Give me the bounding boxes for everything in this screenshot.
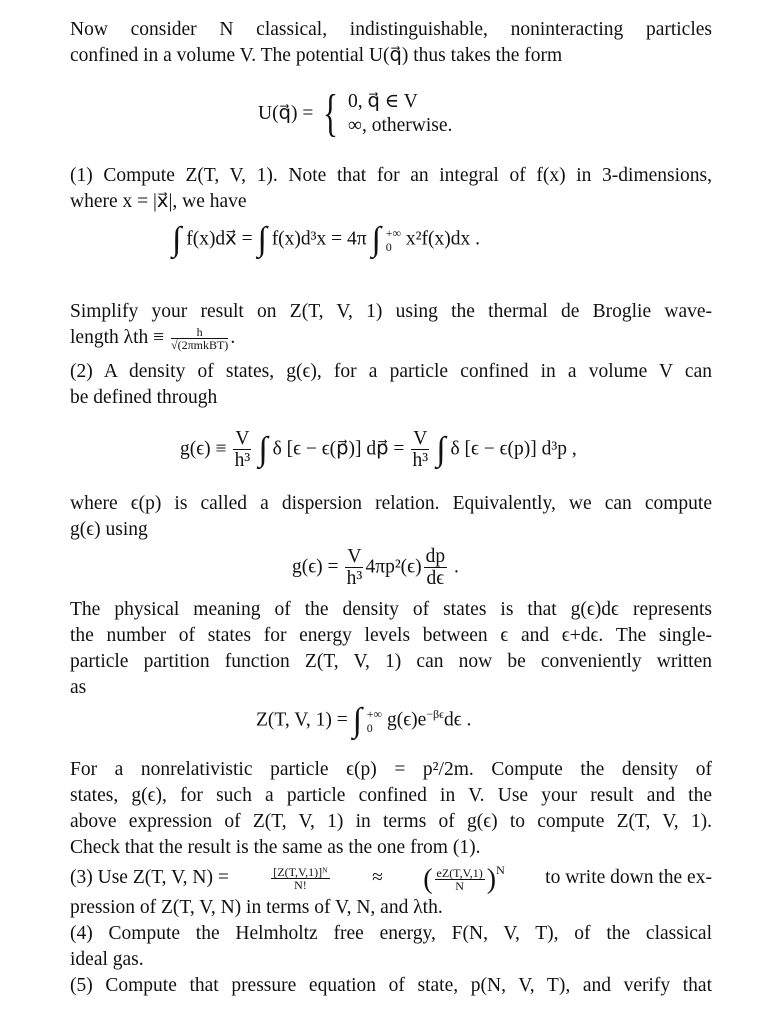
equation-dos-definition <box>180 428 577 472</box>
integral-symbol: ∫ <box>172 221 182 258</box>
integral-symbol: ∫ <box>258 430 268 468</box>
equation-integral <box>172 221 480 258</box>
equation-part: . <box>453 556 459 578</box>
denominator: h³ <box>346 568 363 590</box>
integral-limits <box>386 226 401 254</box>
equation-part: dϵ . <box>444 709 472 731</box>
equation-partition <box>256 702 472 740</box>
fraction <box>271 866 329 891</box>
text: . <box>230 327 236 348</box>
lower-limit: 0 <box>366 721 373 736</box>
paragraph-line: (4) Compute the Helmholtz free energy, F(N, V, T), of the classical <box>70 923 712 944</box>
paragraph-line: be defined through <box>70 387 218 408</box>
paragraph-line: ideal gas. <box>70 949 144 970</box>
paragraph-line: particle partition function Z(T, V, 1) can now be conveniently written <box>70 651 712 672</box>
paragraph-line <box>70 326 712 351</box>
paragraph-line: the number of states for energy levels between ϵ and ϵ+dϵ. The single- <box>70 625 712 646</box>
denominator: h³ <box>412 450 429 472</box>
equation-part: f(x)dx⃗ = <box>186 228 253 250</box>
denominator: √(2πmkBT) <box>171 338 229 353</box>
numerator: V <box>413 428 428 449</box>
denominator: N! <box>294 877 307 892</box>
equation-part: Z(T, V, 1) = <box>256 709 348 731</box>
right-paren: ) <box>486 863 497 894</box>
numerator: [Z(T,V,1)]ᴺ <box>273 864 328 879</box>
equation-part: δ [ϵ − ϵ(p)] d³p , <box>450 438 577 460</box>
paragraph-line: Check that the result is the same as the one from (1). <box>70 837 481 858</box>
denominator: h³ <box>234 450 251 472</box>
paragraph-line: pression of Z(T, V, N) in terms of V, N, and λth. <box>70 897 443 918</box>
fraction <box>435 867 485 892</box>
equation-part: δ [ϵ − ϵ(p⃗)] dp⃗ = <box>272 438 405 460</box>
paragraph-line: above expression of Z(T, V, 1) in terms of g(ϵ) to compute Z(T, V, 1). <box>70 811 712 832</box>
text: ≈ <box>372 867 383 888</box>
numerator: eZ(T,V,1) <box>436 866 483 881</box>
paren-group <box>423 864 505 892</box>
fraction <box>171 326 228 351</box>
case-line: 0, q⃗ ∈ V <box>348 91 418 112</box>
paragraph-line <box>70 862 712 894</box>
numerator: h <box>171 326 228 339</box>
integral-symbol: ∫ <box>436 430 446 468</box>
text: (3) Use Z(T, V, N) = <box>70 867 229 888</box>
equation-part: g(ϵ)e <box>386 709 427 731</box>
numerator: V <box>347 546 362 567</box>
paragraph-line: For a nonrelativistic particle ϵ(p) = p²/2m. Compute the density of <box>70 759 712 780</box>
integral-symbol: ∫ <box>257 221 267 258</box>
fraction <box>233 428 251 472</box>
integral-symbol: ∫ <box>371 221 381 258</box>
paragraph-line: The physical meaning of the density of states is that g(ϵ)dϵ represents <box>70 599 712 620</box>
integral-limits <box>367 707 382 735</box>
integral-symbol: ∫ <box>352 702 362 740</box>
case-line: ∞, otherwise. <box>348 115 453 136</box>
paragraph-line: Simplify your result on Z(T, V, 1) using the thermal de Broglie wave- <box>70 301 712 322</box>
upper-limit: +∞ <box>385 226 402 240</box>
fraction <box>345 546 363 590</box>
equation-lhs: U(q⃗) = <box>258 103 314 124</box>
equation-part: f(x)d³x = 4π <box>271 228 367 250</box>
paragraph-line: where x = |x⃗|, we have <box>70 191 247 212</box>
paragraph-line: as <box>70 677 87 698</box>
paragraph-line: where ϵ(p) is called a dispersion relation. Equivalently, we can compute <box>70 493 712 514</box>
exponent: −βϵ <box>426 707 445 721</box>
paragraph-line: confined in a volume V. The potential U(q⃗) thus takes the form <box>70 45 563 66</box>
upper-limit: +∞ <box>366 707 383 722</box>
numerator: dp <box>425 546 446 567</box>
fraction <box>424 546 448 590</box>
paragraph-line: states, g(ϵ), for such a particle confined in V. Use your result and the <box>70 785 712 806</box>
fraction <box>411 428 429 472</box>
left-paren: ( <box>423 863 433 894</box>
denominator: N <box>455 879 464 894</box>
text: to write down the ex- <box>545 867 712 888</box>
exponent: N <box>496 862 505 877</box>
paragraph-line: (2) A density of states, g(ϵ), for a particle confined in a volume V can <box>70 361 712 382</box>
equation-part: 4πp²(ϵ) <box>365 556 422 578</box>
equation-dos <box>292 546 459 590</box>
paragraph-line: (5) Compute that pressure equation of state, p(N, V, T), and verify that <box>70 975 712 996</box>
denominator: dϵ <box>426 568 445 590</box>
equation-part: x²f(x)dx . <box>405 228 480 250</box>
equation-part: g(ϵ) ≡ <box>180 438 227 460</box>
equation-potential <box>258 85 453 142</box>
paragraph-line: Now consider N classical, indistinguishable, noninteracting particles <box>70 19 712 40</box>
cases <box>348 90 452 138</box>
paragraph-line: g(ϵ) using <box>70 519 148 540</box>
equation-part: g(ϵ) = <box>292 556 339 578</box>
numerator: V <box>235 428 250 449</box>
paragraph-line: (1) Compute Z(T, V, 1). Note that for an integral of f(x) in 3-dimensions, <box>70 165 712 186</box>
text: length λth ≡ <box>70 327 165 348</box>
lower-limit: 0 <box>385 240 392 254</box>
brace-symbol: { <box>323 85 339 142</box>
